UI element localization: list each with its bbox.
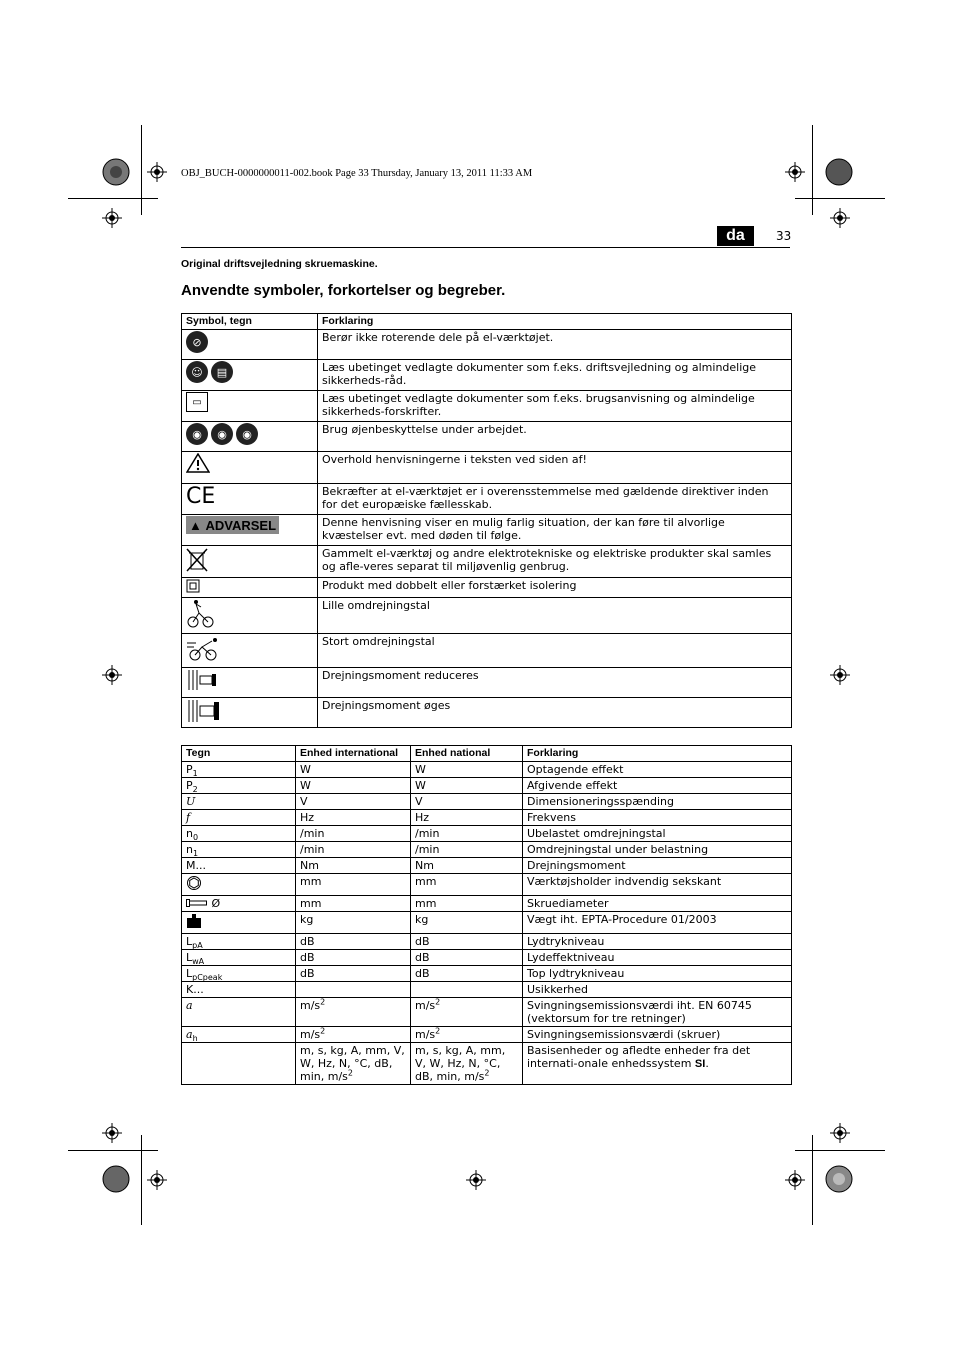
sign-cell: Ø (182, 896, 296, 912)
read-documents-icon: ▭ (186, 392, 208, 412)
explanation-cell: Bekræfter at el-værktøjet er i overensstemmelse med gældende direktiver inden for det europæiske fællesskab. (318, 484, 792, 515)
weee-bin-icon (186, 547, 208, 573)
sign-cell: $a_h$ (182, 1027, 296, 1043)
intl-unit-cell: /min (296, 826, 411, 842)
intl-unit-cell: /min (296, 842, 411, 858)
explanation-cell: Drejningsmoment øges (318, 698, 792, 728)
screw-icon (186, 899, 208, 907)
explanation-cell: Stort omdrejningstal (318, 634, 792, 668)
explanation-cell: Basisenheder og afledte enheder fra det internati-onale enhedssystem SI. (523, 1043, 792, 1085)
table-row (182, 546, 792, 578)
natl-unit-cell: $m/s^2$ (411, 998, 523, 1027)
double-insulation-icon (186, 579, 200, 593)
book-info-line: OBJ_BUCH-0000000011-002.book Page 33 Thursday, January 13, 2011 11:33 AM (181, 168, 533, 179)
table-row (182, 578, 792, 598)
crop-mark (141, 125, 142, 215)
explanation-cell: Overhold henvisningerne i teksten ved siden af! (318, 452, 792, 484)
natl-unit-cell: Hz (411, 810, 523, 826)
explanation-cell: Lille omdrejningstal (318, 598, 792, 634)
explanation-cell: Top lydtrykniveau (523, 966, 792, 982)
explanation-cell: Produkt med dobbelt eller forstærket isolering (318, 578, 792, 598)
symbol-cell (182, 330, 318, 360)
sign-cell (182, 874, 296, 896)
table-row (182, 1027, 792, 1043)
sign-cell: K... (182, 982, 296, 998)
natl-unit-cell (411, 982, 523, 998)
explanation-cell: Dimensioneringsspænding (523, 794, 792, 810)
explanation-cell: Gammelt el-værktøj og andre elektrotekniske og elektriske produkter skal samles og afle-veres separat til miljøvenlig genbrug. (318, 546, 792, 578)
table-row (182, 484, 792, 515)
intl-unit-cell: Nm (296, 858, 411, 874)
intl-unit-cell: dB (296, 934, 411, 950)
table-row (182, 1043, 792, 1085)
natl-unit-cell: /min (411, 842, 523, 858)
symbol-cell (182, 422, 318, 452)
table-row (182, 778, 792, 794)
table-row (182, 360, 792, 391)
weight-icon (186, 913, 202, 929)
intl-unit-cell: m, s, kg, A, mm, V, W, Hz, N, °C, dB, min, $m/s^2$ (296, 1043, 411, 1085)
table-row (182, 598, 792, 634)
symbol-cell (182, 668, 318, 698)
table-row (182, 762, 792, 778)
table-header-row (182, 746, 792, 762)
color-wheel-icon (102, 158, 130, 186)
intl-unit-cell: mm (296, 896, 411, 912)
read-manual-icon: ☺ ▤ (186, 361, 233, 383)
symbol-cell (182, 698, 318, 728)
crop-mark (68, 1150, 158, 1151)
explanation-cell: Lydeffektniveau (523, 950, 792, 966)
sign-cell: M... (182, 858, 296, 874)
page-number: 33 (776, 229, 792, 243)
registration-mark-icon (102, 208, 122, 228)
natl-unit-cell: V (411, 794, 523, 810)
sign-cell: $P_2$ (182, 778, 296, 794)
table-row (182, 966, 792, 982)
registration-mark-icon (785, 1170, 805, 1190)
table-header-row (182, 314, 792, 330)
registration-mark-icon (830, 665, 850, 685)
intl-unit-cell (296, 982, 411, 998)
natl-unit-cell: m, s, kg, A, mm, V, W, Hz, N, °C, dB, min, $m/s^2$ (411, 1043, 523, 1085)
sign-cell (182, 912, 296, 934)
symbol-cell (182, 578, 318, 598)
natl-unit-cell: kg (411, 912, 523, 934)
natl-unit-cell: dB (411, 966, 523, 982)
natl-unit-cell: dB (411, 934, 523, 950)
symbol-cell (182, 546, 318, 578)
natl-unit-cell: mm (411, 896, 523, 912)
sign-cell: f (182, 810, 296, 826)
explanation-cell: Værktøjsholder indvendig sekskant (523, 874, 792, 896)
registration-mark-icon (147, 1170, 167, 1190)
column-header: Forklaring (318, 314, 792, 330)
natl-unit-cell: W (411, 778, 523, 794)
table-row (182, 810, 792, 826)
units-table (181, 745, 792, 1085)
symbols-table (181, 313, 792, 728)
color-wheel-icon (825, 158, 853, 186)
natl-unit-cell: mm (411, 874, 523, 896)
column-header: Forklaring (523, 746, 792, 762)
column-header: Symbol, tegn (182, 314, 318, 330)
symbol-cell (182, 391, 318, 422)
torque-reduce-icon (186, 669, 218, 691)
symbol-cell (182, 360, 318, 391)
symbol-cell (182, 515, 318, 546)
sign-cell: $L_{pA}$ (182, 934, 296, 950)
sign-cell: $L_{wA}$ (182, 950, 296, 966)
column-header: Enhed international (296, 746, 411, 762)
sign-cell (182, 1043, 296, 1085)
table-row (182, 515, 792, 546)
natl-unit-cell: /min (411, 826, 523, 842)
intl-unit-cell: V (296, 794, 411, 810)
intl-unit-cell: $m/s^2$ (296, 998, 411, 1027)
sign-cell: $n_1$ (182, 842, 296, 858)
intl-unit-cell: dB (296, 966, 411, 982)
explanation-cell: Optagende effekt (523, 762, 792, 778)
table-row (182, 842, 792, 858)
no-touch-rotating-icon: ⊘ (186, 331, 208, 353)
ce-mark-icon: CE (186, 484, 216, 509)
table-row (182, 934, 792, 950)
advarsel-badge-icon: ▲ ADVARSEL (186, 516, 279, 534)
column-header: Tegn (182, 746, 296, 762)
hex-socket-icon (186, 875, 202, 891)
symbol-cell (182, 484, 318, 515)
intl-unit-cell: dB (296, 950, 411, 966)
registration-mark-icon (147, 162, 167, 182)
crop-mark (795, 1150, 885, 1151)
intl-unit-cell: W (296, 762, 411, 778)
crop-mark (141, 1135, 142, 1225)
symbol-cell (182, 598, 318, 634)
language-badge: da (717, 226, 754, 246)
section-heading: Anvendte symboler, forkortelser og begreber. (181, 282, 506, 299)
natl-unit-cell: Nm (411, 858, 523, 874)
table-row (182, 391, 792, 422)
explanation-cell: Læs ubetinget vedlagte dokumenter som f.eks. brugsanvisning og almindelige sikkerheds-forskrifter. (318, 391, 792, 422)
natl-unit-cell: dB (411, 950, 523, 966)
crop-mark (812, 125, 813, 215)
crop-mark (812, 1135, 813, 1225)
explanation-cell: Denne henvisning viser en mulig farlig situation, der kan føre til alvorlige kvæstelser evt. med døden til følge. (318, 515, 792, 546)
header-divider (181, 247, 790, 248)
table-row (182, 794, 792, 810)
explanation-cell: Berør ikke roterende dele på el-værktøjet. (318, 330, 792, 360)
intl-unit-cell: kg (296, 912, 411, 934)
natl-unit-cell: W (411, 762, 523, 778)
sign-cell: a (182, 998, 296, 1027)
table-row (182, 858, 792, 874)
intl-unit-cell: W (296, 778, 411, 794)
crop-mark (795, 198, 885, 199)
explanation-cell: Ubelastet omdrejningstal (523, 826, 792, 842)
table-row (182, 912, 792, 934)
explanation-cell: Afgivende effekt (523, 778, 792, 794)
explanation-cell: Vægt iht. EPTA-Procedure 01/2003 (523, 912, 792, 934)
table-row (182, 330, 792, 360)
table-row (182, 634, 792, 668)
registration-mark-icon (466, 1170, 486, 1190)
table-row (182, 998, 792, 1027)
intl-unit-cell: mm (296, 874, 411, 896)
column-header: Enhed national (411, 746, 523, 762)
explanation-cell: Drejningsmoment reduceres (318, 668, 792, 698)
symbol-cell (182, 452, 318, 484)
registration-mark-icon (102, 665, 122, 685)
explanation-cell: Frekvens (523, 810, 792, 826)
intl-unit-cell: $m/s^2$ (296, 1027, 411, 1043)
sign-cell: $L_{pCpeak}$ (182, 966, 296, 982)
registration-mark-icon (830, 208, 850, 228)
fast-bicycle-icon (186, 635, 220, 663)
eye-protection-icon: ◉ ◉ ◉ (186, 423, 258, 445)
explanation-cell: Drejningsmoment (523, 858, 792, 874)
document-subtitle: Original driftsvejledning skruemaskine. (181, 258, 378, 270)
explanation-cell: Omdrejningstal under belastning (523, 842, 792, 858)
table-row (182, 874, 792, 896)
color-wheel-icon (102, 1165, 130, 1193)
registration-mark-icon (830, 1123, 850, 1143)
warning-triangle-icon (186, 453, 210, 473)
table-row (182, 452, 792, 484)
sign-cell: $P_1$ (182, 762, 296, 778)
explanation-cell: Læs ubetinget vedlagte dokumenter som f.eks. driftsvejledning og almindelige sikkerheds-råd. (318, 360, 792, 391)
table-row (182, 982, 792, 998)
explanation-cell: Lydtrykniveau (523, 934, 792, 950)
crop-mark (68, 198, 158, 199)
color-wheel-icon (825, 1165, 853, 1193)
explanation-cell: Brug øjenbeskyttelse under arbejdet. (318, 422, 792, 452)
explanation-cell: Svingningsemissionsværdi (skruer) (523, 1027, 792, 1043)
table-row (182, 950, 792, 966)
table-row (182, 698, 792, 728)
sign-cell: $n_0$ (182, 826, 296, 842)
registration-mark-icon (785, 162, 805, 182)
torque-increase-icon (186, 699, 222, 723)
sign-cell: U (182, 794, 296, 810)
natl-unit-cell: $m/s^2$ (411, 1027, 523, 1043)
slow-bicycle-icon (186, 599, 216, 629)
table-row (182, 668, 792, 698)
registration-mark-icon (102, 1123, 122, 1143)
symbol-cell (182, 634, 318, 668)
table-row (182, 896, 792, 912)
explanation-cell: Usikkerhed (523, 982, 792, 998)
explanation-cell: Svingningsemissionsværdi iht. EN 60745 (vektorsum for tre retninger) (523, 998, 792, 1027)
table-row (182, 826, 792, 842)
intl-unit-cell: Hz (296, 810, 411, 826)
table-row (182, 422, 792, 452)
explanation-cell: Skruediameter (523, 896, 792, 912)
